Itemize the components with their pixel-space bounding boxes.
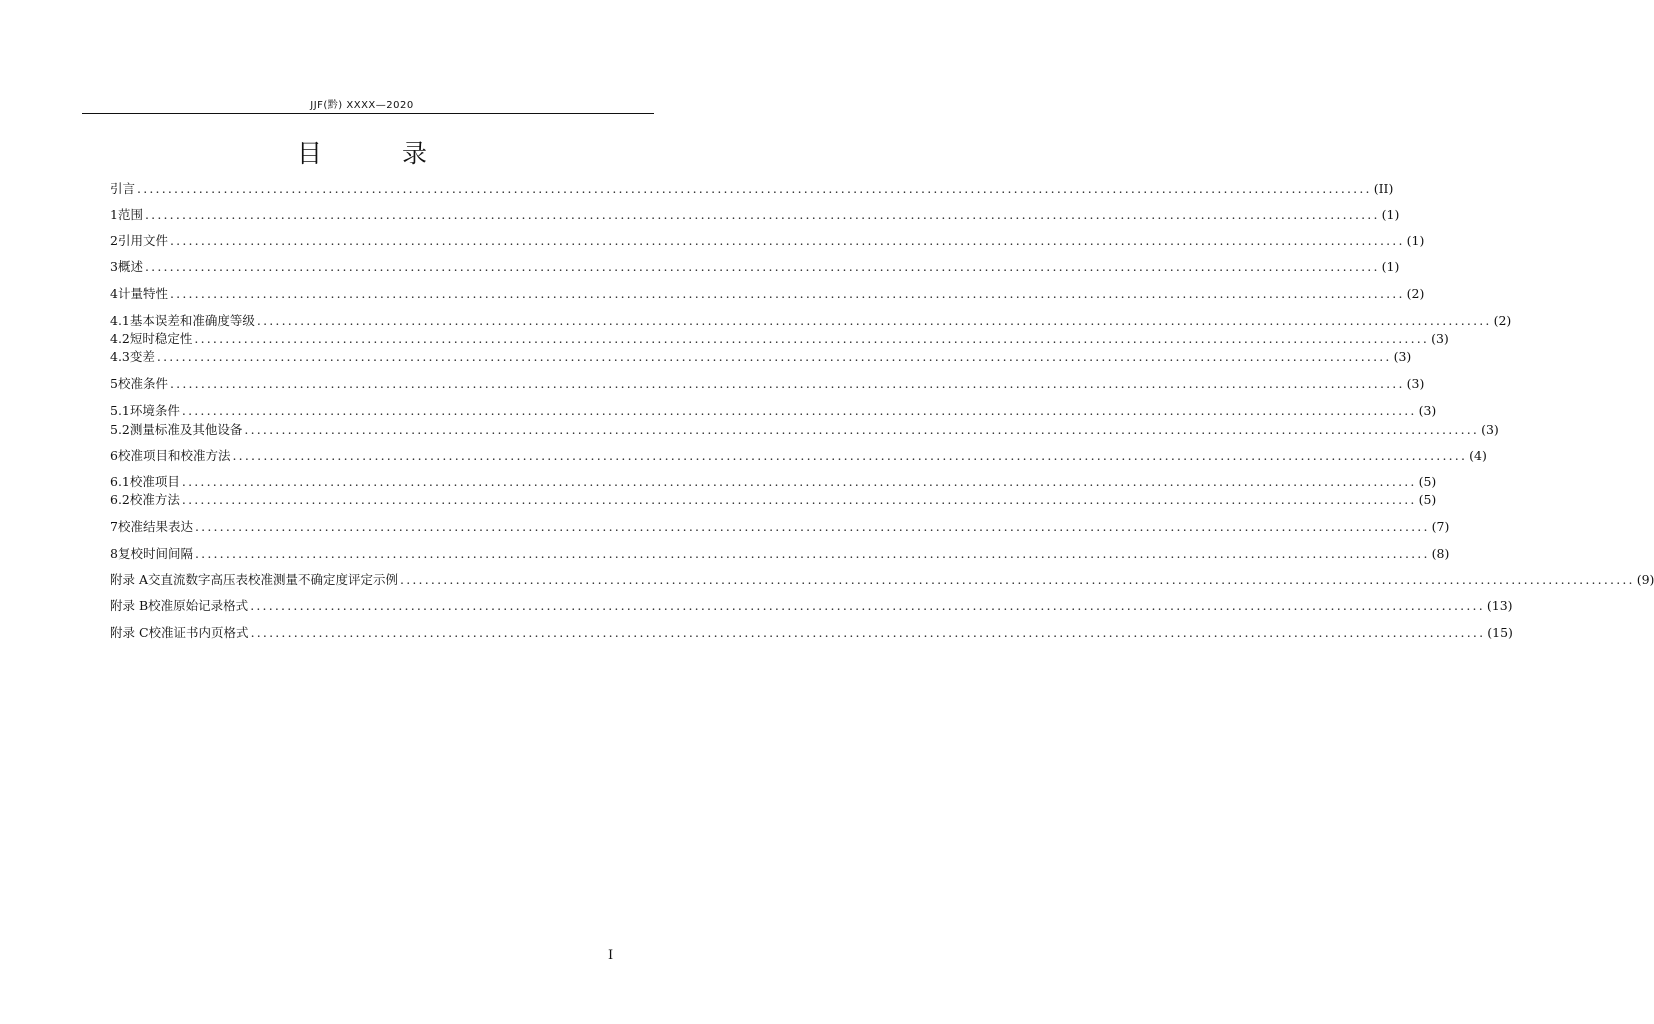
toc-entry-page: (4) <box>1469 448 1487 463</box>
toc-entry-label: 校准项目和校准方法 <box>117 448 231 463</box>
toc-entry-number: 2 <box>110 233 118 248</box>
toc-entry[interactable] <box>110 313 1512 329</box>
toc-entry-number: 8 <box>110 546 118 561</box>
toc-entry[interactable] <box>110 519 1450 535</box>
toc-entry-number: 3 <box>110 259 118 274</box>
toc-entry-number: 附录 A <box>110 572 149 587</box>
toc-entry[interactable] <box>110 331 1449 347</box>
toc-entry-number: 1 <box>110 207 118 222</box>
toc-entry-page: (5) <box>1418 474 1437 489</box>
toc-entry-label: 校准结果表达 <box>117 519 193 534</box>
header-divider <box>82 113 654 114</box>
toc-dot-leader: ........................................................................................................................................................................................................ <box>244 422 1480 437</box>
toc-entry[interactable] <box>110 474 1437 490</box>
toc-dot-leader: ........................................................................................................................................................................................................ <box>144 259 1380 274</box>
toc-entry[interactable] <box>110 403 1437 419</box>
toc-entry[interactable] <box>110 207 1400 223</box>
toc-entry-number: 4.1 <box>110 313 130 328</box>
toc-entry[interactable] <box>110 181 1394 197</box>
toc-dot-leader: ........................................................................................................................................................................................................ <box>169 376 1405 391</box>
toc-entry-number: 附录 C <box>110 625 149 640</box>
toc-entry-label: 变差 <box>129 349 155 364</box>
toc-entry-number: 6.2 <box>110 492 130 507</box>
toc-entry-label: 校准条件 <box>117 376 168 391</box>
toc-entry[interactable] <box>110 422 1499 438</box>
toc-dot-leader: ........................................................................................................................................................................................................ <box>194 546 1430 561</box>
toc-entry-number: 5 <box>110 376 118 391</box>
page-title: 目 录 <box>297 139 463 168</box>
toc-entry-label: 复校时间间隔 <box>117 546 193 561</box>
toc-dot-leader: ........................................................................................................................................................................................................ <box>194 519 1430 534</box>
toc-dot-leader: ........................................................................................................................................................................................................ <box>137 181 1372 196</box>
toc-entry-page: (7) <box>1431 519 1450 534</box>
toc-entry-label: 测量标准及其他设备 <box>129 422 243 437</box>
toc-entry-page: (3) <box>1406 376 1425 391</box>
toc-dot-leader: ........................................................................................................................................................................................................ <box>181 474 1417 489</box>
toc-entry-page: (3) <box>1393 349 1412 364</box>
toc-dot-leader: ........................................................................................................................................................................................................ <box>194 331 1430 346</box>
toc-entry-page: (II) <box>1373 181 1394 196</box>
toc-entry-number: 附录 B <box>110 598 149 613</box>
toc-entry-label: 引用文件 <box>117 233 168 248</box>
toc-entry-label: 短时稳定性 <box>129 331 193 346</box>
toc-entry[interactable] <box>110 376 1425 392</box>
toc-entry-number: 5.2 <box>110 422 130 437</box>
toc-entry-number: 4 <box>110 286 118 301</box>
toc-entry[interactable] <box>110 233 1425 249</box>
toc-dot-leader: ........................................................................................................................................................................................................ <box>144 207 1380 222</box>
toc-entry-label: 校准方法 <box>129 492 180 507</box>
toc-entry-number: 7 <box>110 519 118 534</box>
toc-entry-page: (2) <box>1406 286 1425 301</box>
toc-entry[interactable] <box>110 492 1437 508</box>
page-number: I <box>608 948 614 963</box>
toc-entry-number: 5.1 <box>110 403 130 418</box>
toc-entry-page: (1) <box>1406 233 1425 248</box>
toc-entry-page: (1) <box>1381 259 1400 274</box>
toc-entry-page: (9) <box>1636 572 1654 587</box>
toc-entry[interactable] <box>110 259 1400 275</box>
toc-dot-leader: ........................................................................................................................................................................................................ <box>181 403 1417 418</box>
toc-entry-page: (3) <box>1418 403 1437 418</box>
toc-entry[interactable] <box>110 572 1654 588</box>
toc-entry-label: 计量特性 <box>117 286 168 301</box>
toc-dot-leader: ........................................................................................................................................................................................................ <box>232 448 1468 463</box>
toc-entry[interactable] <box>110 598 1513 614</box>
toc-entry-label: 概述 <box>117 259 143 274</box>
toc-entry-number: 4.2 <box>110 331 130 346</box>
toc-entry-page: (2) <box>1493 313 1512 328</box>
toc-entry[interactable] <box>110 448 1487 464</box>
toc-entry-page: (8) <box>1431 546 1450 561</box>
toc-entry-page: (3) <box>1481 422 1499 437</box>
toc-entry-number: 4.3 <box>110 349 130 364</box>
toc-dot-leader: ........................................................................................................................................................................................................ <box>181 492 1417 507</box>
toc-entry-page: (15) <box>1487 625 1513 640</box>
toc-entry[interactable] <box>110 625 1513 641</box>
toc-entry-label: 引言 <box>110 181 136 196</box>
toc-entry-label: 校准项目 <box>129 474 180 489</box>
toc-entry-label: 环境条件 <box>129 403 180 418</box>
toc-entry[interactable] <box>110 286 1425 302</box>
toc-entry-number: 6 <box>110 448 118 463</box>
toc-entry-label: 校准证书内页格式 <box>148 625 249 640</box>
toc-dot-leader: ........................................................................................................................................................................................................ <box>156 349 1392 364</box>
toc-entry-page: (1) <box>1381 207 1400 222</box>
toc-entry-label: 交直流数字高压表校准测量不确定度评定示例 <box>148 572 399 587</box>
toc-dot-leader: ........................................................................................................................................................................................................ <box>400 572 1635 587</box>
toc-entry-label: 基本误差和准确度等级 <box>129 313 255 328</box>
toc-dot-leader: ........................................................................................................................................................................................................ <box>169 233 1405 248</box>
standard-code: JJF(黔) XXXX—2020 <box>310 100 414 111</box>
toc-entry-page: (3) <box>1431 331 1449 346</box>
toc-entry-label: 范围 <box>117 207 143 222</box>
toc-dot-leader: ........................................................................................................................................................................................................ <box>256 313 1492 328</box>
toc-entry-page: (5) <box>1418 492 1437 507</box>
toc-entry[interactable] <box>110 546 1450 562</box>
toc-entry-number: 6.1 <box>110 474 130 489</box>
toc-dot-leader: ........................................................................................................................................................................................................ <box>250 598 1485 613</box>
toc-entry[interactable] <box>110 349 1412 365</box>
toc-entry-page: (13) <box>1486 598 1513 613</box>
toc-entry-label: 校准原始记录格式 <box>148 598 249 613</box>
toc-dot-leader: ........................................................................................................................................................................................................ <box>169 286 1405 301</box>
toc-dot-leader: ........................................................................................................................................................................................................ <box>250 625 1486 640</box>
